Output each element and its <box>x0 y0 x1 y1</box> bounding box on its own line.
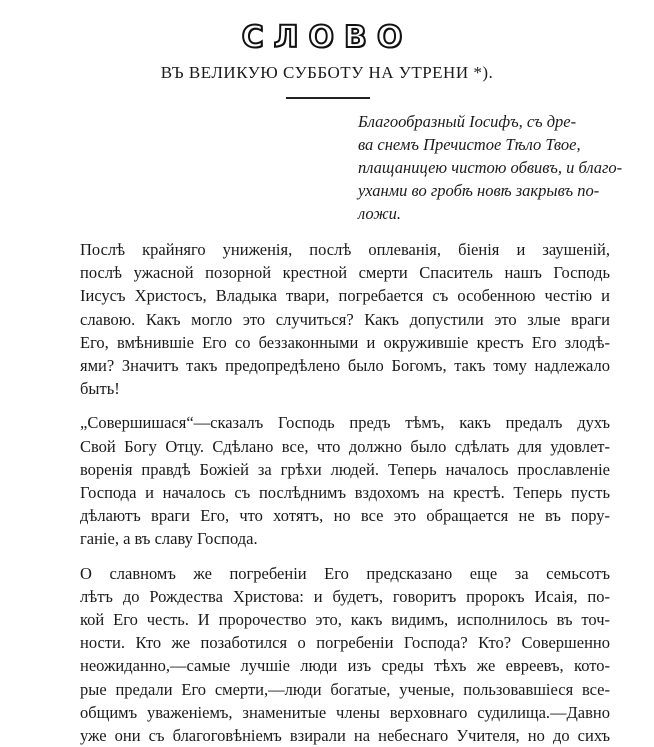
page-subtitle: ВЪ ВЕЛИКУЮ СУББОТУ НА УТРЕНИ *). <box>160 63 494 82</box>
text-line: послѣ ужасной позорной крестной смерти Спаситель нашъ Господь <box>80 263 610 283</box>
text-line: Свой Богу Отцу. Сдѣлано все, что должно было сдѣлать для удовлет- <box>80 436 610 456</box>
paragraph-3 <box>0 562 654 747</box>
paragraph-2 <box>0 411 654 550</box>
text-line: ности. Кто же позаботился о погребеніи Господа? Кто? Совершенно <box>80 633 610 653</box>
text-line: общимъ уваженіемъ, знаменитые члены верховнаго судилища.—Давно <box>80 702 610 722</box>
text-line: Послѣ крайняго униженія, послѣ оплеванія, біенія и заушеній, <box>80 240 610 259</box>
text-line: ганіе, а въ славу Господа. <box>80 529 258 549</box>
epigraph <box>358 110 623 225</box>
text-line: рые предали Его смерти,—люди богатые, ученые, пользовавшіеся все- <box>80 679 610 699</box>
epigraph-line: Благообразный Іосифъ, съ дре- <box>358 112 577 131</box>
text-line: „Совершишася“—сказалъ Господь предъ тѣмъ, какъ предалъ духъ <box>80 413 610 433</box>
text-line: славою. Какъ могло это случиться? Какъ допустили это злые враги <box>80 309 610 329</box>
text-line: Господа и началось съ послѣднимъ вздохомъ на крестѣ. Теперь пусть <box>80 483 610 503</box>
text-line: кой Его честь. И пророчество это, какъ видимъ, исполнилось въ точ- <box>80 610 610 630</box>
divider-rule <box>286 97 370 99</box>
text-line: дѣлаютъ враги Его, что хотятъ, но все это обращается не въ пору- <box>80 506 610 526</box>
text-line: уже они съ благоговѣніемъ взирали на небеснаго Учителя, но до сихъ <box>80 726 610 746</box>
epigraph-line: ложи. <box>358 204 401 223</box>
epigraph-line: уханми во гробѣ новѣ закрывъ по- <box>358 181 600 200</box>
epigraph-line: ва снемъ Пречистое Тѣло Твое, <box>358 135 581 154</box>
epigraph-line: плащаницею чистою обвивъ, и благо- <box>358 158 623 177</box>
text-line: лѣтъ до Рождества Христова: и будетъ, говоритъ пророкъ Исаія, по- <box>80 586 610 606</box>
text-line: быть! <box>80 379 120 399</box>
page-title: СЛОВО <box>241 20 413 55</box>
body-text <box>0 238 654 747</box>
text-line: ями? Значитъ такъ предопредѣлено было Богомъ, такъ тому надлежало <box>80 356 610 376</box>
paragraph-gap <box>0 551 654 562</box>
text-line: О славномъ же погребеніи Его предсказано еще за семьсотъ <box>80 563 610 583</box>
text-line: Іисусъ Христосъ, Владыка твари, погребается съ особенною честію и <box>80 286 610 306</box>
text-line: Его, вмѣнившіе Его со беззаконными и окружившіе крестъ Его злодѣ- <box>80 332 610 352</box>
text-line: воренія правдѣ Божіей за грѣхи людей. Теперь началось прославленіе <box>80 459 610 479</box>
paragraph-gap <box>0 400 654 411</box>
paragraph-1 <box>0 238 654 400</box>
text-line: неожиданно,—самые лучшіе люди изъ среды тѣхъ же евреевъ, кото- <box>80 656 610 676</box>
